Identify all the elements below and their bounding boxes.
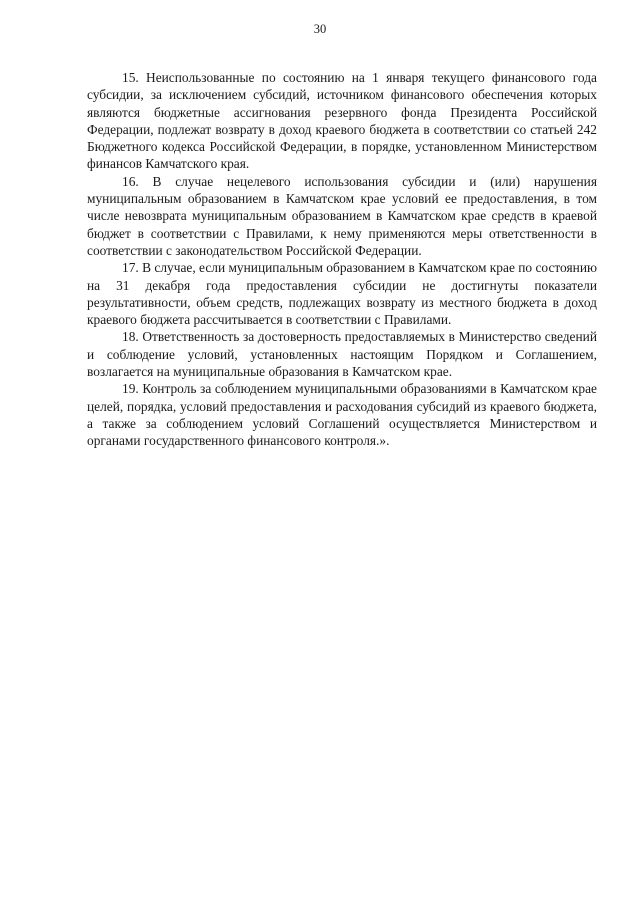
paragraph-16: 16. В случае нецелевого использования субсидии и (или) нарушения муниципальным образованием в Камчатском крае условий ее предоставления, в том числе невозврата муниципальным образованием в Камчатском крае средств в краевой бюджет в соответствии с Правилами, к нему применяются меры ответственности в соответствии с законодательством Российской Федерации. — [87, 173, 597, 258]
paragraph-18: 18. Ответственность за достоверность предоставляемых в Министерство сведений и соблюдение условий, установленных настоящим Порядком и Соглашением, возлагается на муниципальные образования в Камчатском крае. — [87, 329, 597, 380]
paragraph-17: 17. В случае, если муниципальным образованием в Камчатском крае по состоянию на 31 декабря года предоставления субсидии не достигнуты показатели результативности, объем средств, подлежащих возврату из местного бюджета в доход краевого бюджета рассчитывается в соответствии с Правилами. — [87, 260, 597, 328]
page-number: 30 — [313, 22, 327, 36]
paragraph-15: 15. Неиспользованные по состоянию на 1 января текущего финансового года субсидии, за исключением субсидий, источником финансового обеспечения которых являются бюджетные ассигнования резервного фонда Президента Российской Федерации, подлежат возврату в доход краевого бюджета в соответствии со статьей 242 Бюджетного кодекса Российской Федерации, в порядке, установленном Министерством финансов Камчатского края. — [87, 70, 597, 172]
paragraph-19: 19. Контроль за соблюдением муниципальными образованиями в Камчатском крае целей, порядка, условий предоставления и расходования субсидий из краевого бюджета, а также за соблюдением условий Соглашений осуществляется Министерством и органами государственного финансового контроля.». — [87, 381, 597, 449]
document-body — [87, 69, 597, 450]
